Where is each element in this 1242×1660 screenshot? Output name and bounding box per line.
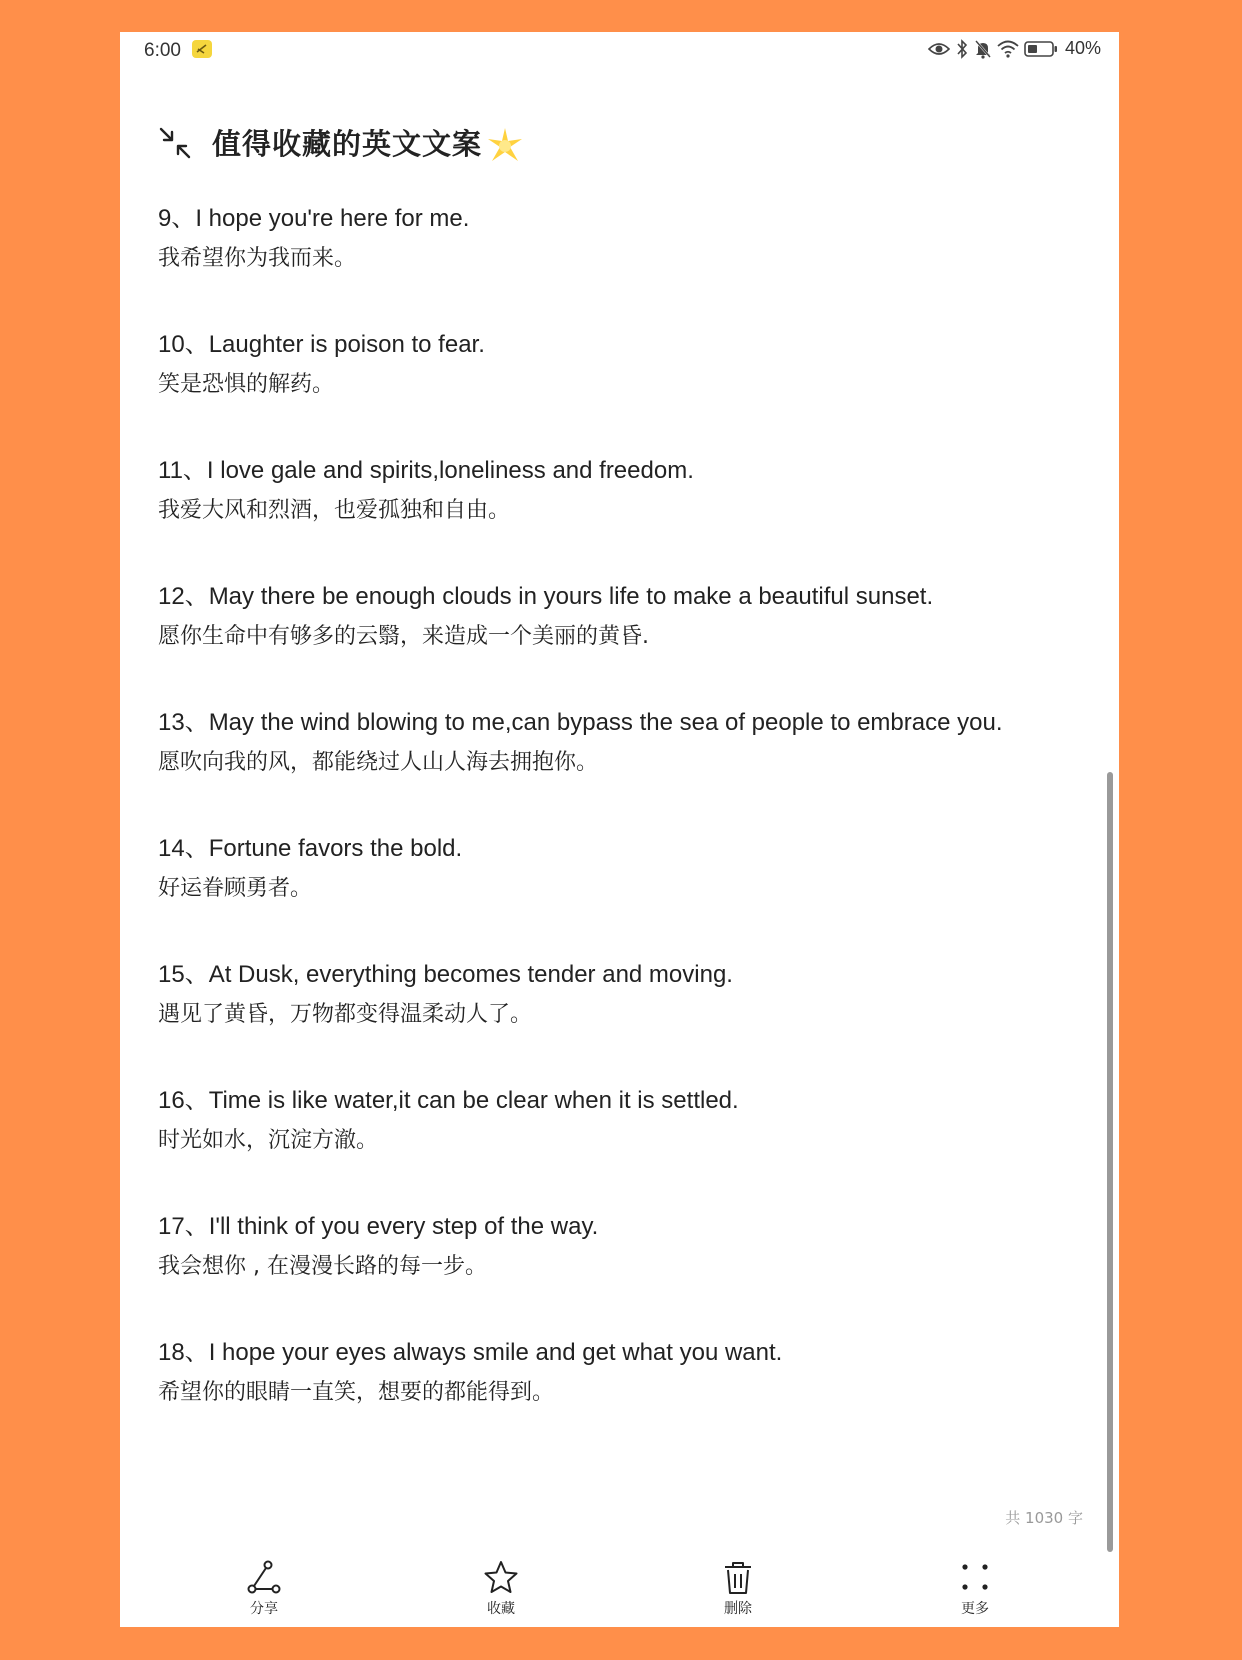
more-dots-icon <box>955 1560 995 1596</box>
battery-percent: 40% <box>1064 38 1101 58</box>
scrollbar-thumb[interactable] <box>1107 772 1113 1552</box>
share-button[interactable] <box>219 1560 309 1618</box>
quote-entry <box>158 958 1078 1084</box>
more-button[interactable] <box>930 1560 1020 1618</box>
quote-entry <box>158 706 1078 832</box>
quote-entry <box>158 1210 1078 1336</box>
quote-english: 12、May there be enough clouds in yours life to make a beautiful sunset. <box>158 583 934 610</box>
quote-chinese: 笑是恐惧的解药。 <box>158 372 335 397</box>
note-content[interactable] <box>158 202 1078 1462</box>
share-icon <box>244 1560 284 1596</box>
quote-english: 15、At Dusk, everything becomes tender and moving. <box>158 961 733 988</box>
quote-entry <box>158 202 1078 328</box>
notification-app-icon <box>192 40 212 58</box>
quote-entry <box>158 1336 1078 1462</box>
quote-chinese: 愿你生命中有够多的云翳，来造成一个美丽的黄昏. <box>158 624 649 649</box>
wifi-icon <box>997 40 1019 58</box>
quote-chinese: 遇见了黄昏，万物都变得温柔动人了。 <box>158 1002 533 1027</box>
quote-english: 14、Fortune favors the bold. <box>158 835 463 862</box>
eye-icon <box>928 41 950 57</box>
quote-english: 11、I love gale and spirits,loneliness and freedom. <box>158 457 694 484</box>
trash-icon <box>718 1560 758 1596</box>
quote-english: 18、I hope your eyes always smile and get what you want. <box>158 1339 783 1366</box>
mute-icon <box>974 39 992 59</box>
status-bar <box>120 32 1119 72</box>
quote-chinese: 我希望你为我而来。 <box>158 246 357 271</box>
star-icon <box>481 1560 521 1596</box>
quote-entry <box>158 580 1078 706</box>
delete-label: 删除 <box>724 1601 752 1617</box>
page-title-text: 值得收藏的英文文案 <box>212 127 483 161</box>
favorite-button[interactable] <box>456 1560 546 1618</box>
word-count: 共 1030 字 <box>1005 1509 1083 1527</box>
sparkle-icon <box>486 127 524 165</box>
quote-chinese: 我爱大风和烈酒，也爱孤独和自由。 <box>158 498 511 523</box>
share-label: 分享 <box>250 1601 278 1617</box>
note-screen <box>120 32 1119 1627</box>
quote-chinese: 好运眷顾勇者。 <box>158 876 313 901</box>
quote-english: 17、I'll think of you every step of the way. <box>158 1213 599 1240</box>
delete-button[interactable] <box>693 1560 783 1618</box>
bottom-toolbar <box>120 1560 1119 1627</box>
status-icons <box>928 38 1101 59</box>
favorite-label: 收藏 <box>487 1601 515 1617</box>
page-title <box>212 122 524 165</box>
quote-chinese: 愿吹向我的风，都能绕过人山人海去拥抱你。 <box>158 750 599 775</box>
quote-english: 9、I hope you're here for me. <box>158 205 470 232</box>
quote-chinese: 我会想你 , 在漫漫长路的每一步。 <box>158 1254 487 1279</box>
quote-entry <box>158 454 1078 580</box>
quote-entry <box>158 1084 1078 1210</box>
quote-entry <box>158 832 1078 958</box>
quote-english: 13、May the wind blowing to me,can bypass the sea of people to embrace you. <box>158 709 1003 736</box>
collapse-icon[interactable] <box>158 126 192 160</box>
quote-english: 10、Laughter is poison to fear. <box>158 331 485 358</box>
quote-entry <box>158 328 1078 454</box>
title-bar <box>120 110 1119 170</box>
quote-english: 16、Time is like water,it can be clear when it is settled. <box>158 1087 739 1114</box>
quote-chinese: 希望你的眼睛一直笑，想要的都能得到。 <box>158 1380 555 1405</box>
bluetooth-icon <box>955 39 969 59</box>
more-label: 更多 <box>961 1601 989 1617</box>
status-time: 6:00 <box>144 40 181 61</box>
quote-chinese: 时光如水，沉淀方澈。 <box>158 1128 379 1153</box>
battery-icon <box>1024 40 1058 58</box>
